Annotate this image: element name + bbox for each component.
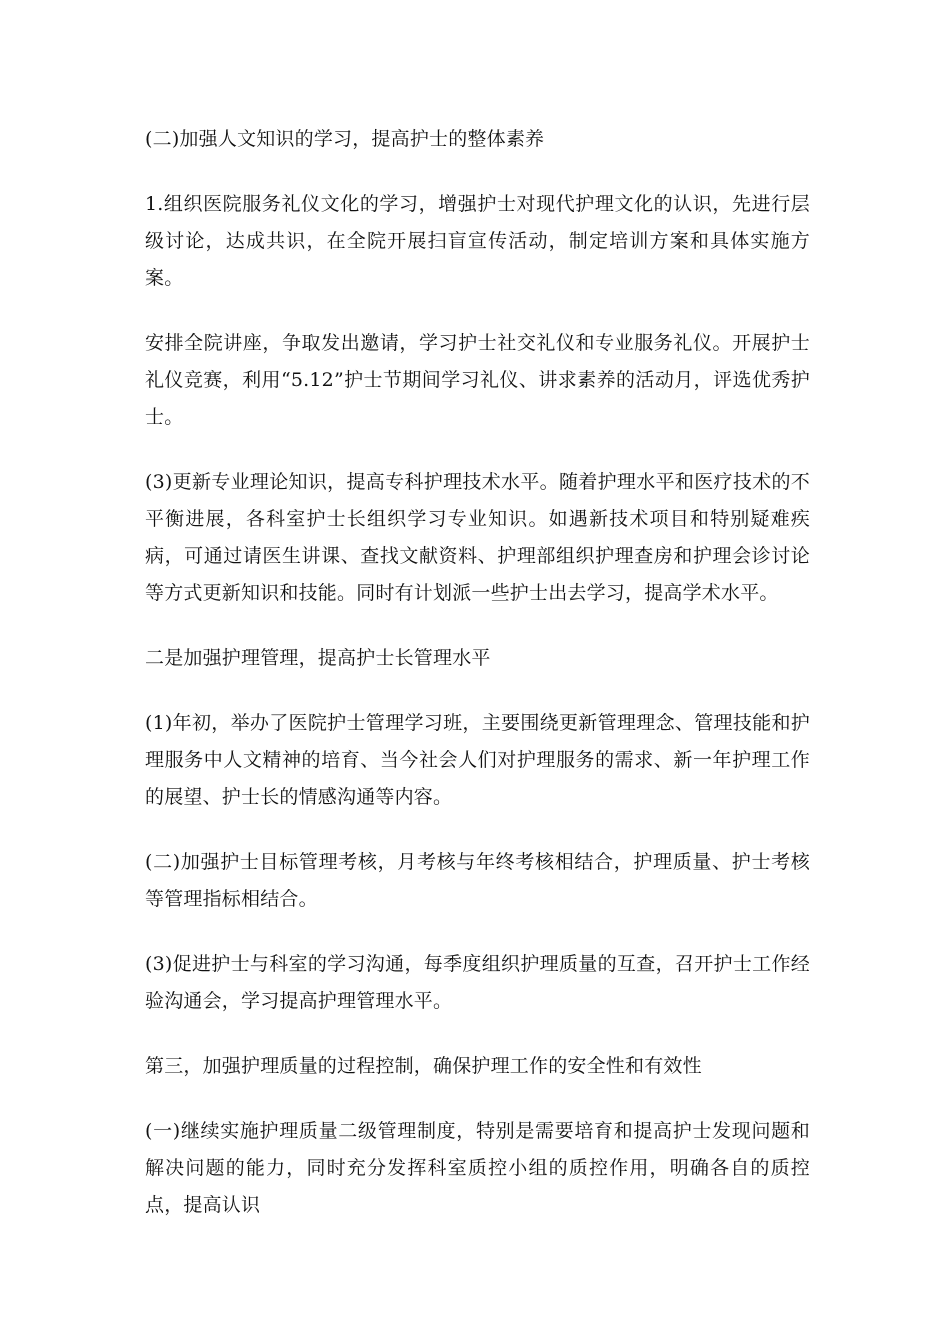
paragraph-quality-system: (一)继续实施护理质量二级管理制度，特别是需要培育和提高护士发现问题和解决问题的能力，同时充分发挥科室质控小组的质控作用，明确各自的质控点，提高认识	[145, 1120, 810, 1216]
paragraph-communication: (3)促进护士与科室的学习沟通，每季度组织护理质量的互查，召开护士工作经验沟通会，学习提高护理管理水平。	[145, 953, 810, 1012]
paragraph-lectures-competition: 安排全院讲座，争取发出邀请，学习护士社交礼仪和专业服务礼仪。开展护士礼仪竞赛，利用“5.12”护士节期间学习礼仪、讲求素养的活动月，评选优秀护士。	[145, 332, 810, 428]
paragraph-target-assessment: (二)加强护士目标管理考核，月考核与年终考核相结合，护理质量、护士考核等管理指标相结合。	[145, 851, 810, 910]
document-body	[145, 121, 810, 1252]
paragraph-quality-heading: 第三，加强护理质量的过程控制，确保护理工作的安全性和有效性	[145, 1055, 702, 1077]
paragraph-management-heading: 二是加强护理管理，提高护士长管理水平	[145, 647, 491, 669]
paragraph-etiquette-culture: 1.组织医院服务礼仪文化的学习，增强护士对现代护理文化的认识，先进行层级讨论，达成共识，在全院开展扫盲宣传活动，制定培训方案和具体实施方案。	[145, 193, 810, 289]
paragraph-training-class: (1)年初，举办了医院护士管理学习班，主要围绕更新管理理念、管理技能和护理服务中人文精神的培育、当今社会人们对护理服务的需求、新一年护理工作的展望、护士长的情感沟通等内容。	[145, 712, 810, 808]
paragraph-humanities-heading: (二)加强人文知识的学习，提高护士的整体素养	[145, 128, 545, 150]
paragraph-professional-knowledge: (3)更新专业理论知识，提高专科护理技术水平。随着护理水平和医疗技术的不平衡进展，各科室护士长组织学习专业知识。如遇新技术项目和特别疑难疾病，可通过请医生讲课、查找文献资料、护理部组织护理查房和护理会诊讨论等方式更新知识和技能。同时有计划派一些护士出去学习，提高学术水平。	[145, 471, 810, 604]
